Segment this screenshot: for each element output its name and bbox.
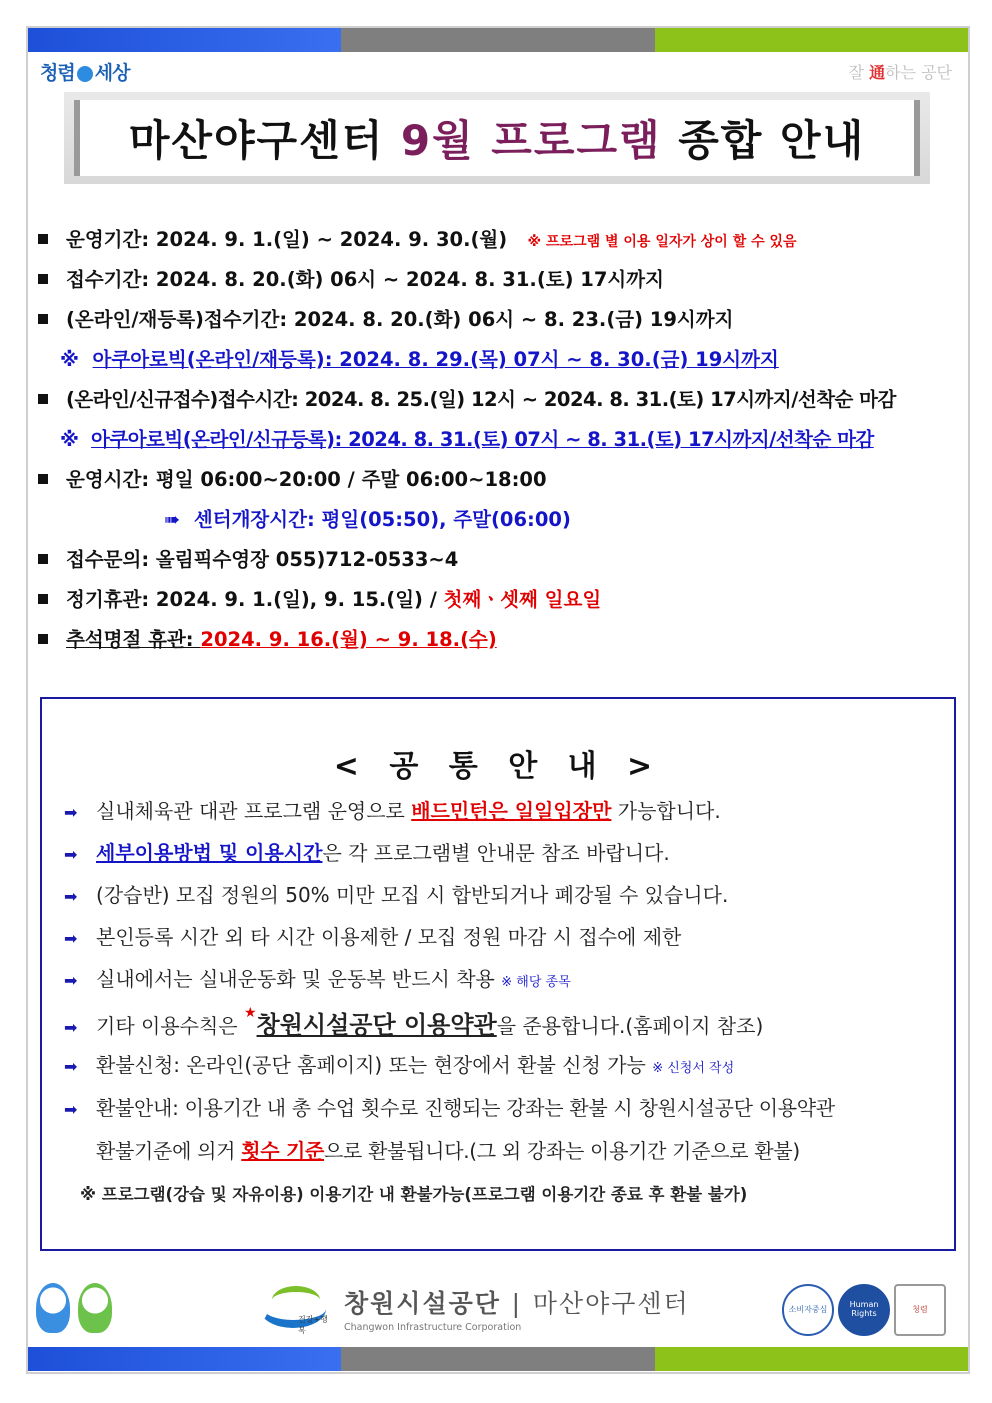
- notice-item: ➡ 본인등록 시간 외 타 시간 이용제한 / 모집 정원 마감 시 접수에 제한: [64, 925, 682, 949]
- info-regular-closing: 정기휴관: 2024. 9. 1.(일), 9. 15.(일) / 첫째ㆍ셋째 일요일: [38, 584, 601, 612]
- notice-item: ➡ (강습반) 모집 정원의 50% 미만 모집 시 합반되거나 폐강될 수 있습니다.: [64, 883, 729, 907]
- info-opening-hours: ➠ 센터개장시간: 평일(05:50), 주말(06:00): [164, 508, 571, 531]
- certification-badges: [782, 1284, 946, 1336]
- notice-refund-note: ※ 프로그램(강습 및 자유이용) 이용기간 내 환불가능(프로그램 이용기간 종료 후 환불 불가): [80, 1185, 748, 1204]
- consumer-certification-icon: 소비자중심: [782, 1284, 834, 1336]
- bottom-color-bar: [28, 1347, 968, 1371]
- bullet-square-icon: [38, 394, 48, 404]
- notice-item: ➡ 환불안내: 이용기간 내 총 수업 횟수로 진행되는 강좌는 환불 시 창원시설공단 이용약관: [64, 1096, 835, 1120]
- title-banner: [64, 92, 930, 184]
- bullet-square-icon: [38, 234, 48, 244]
- integrity-logo: 청렴 세상: [40, 62, 130, 84]
- notice-item: ➡ 실내에서는 실내운동화 및 운동복 반드시 착용 ※ 해당 종목: [64, 967, 571, 991]
- bullet-square-icon: [38, 314, 48, 324]
- mascot-blue-icon: [36, 1283, 70, 1333]
- info-operation-period: 운영기간: 2024. 9. 1.(일) ~ 2024. 9. 30.(월) ※ 프로그램 별 이용 일자가 상이 할 수 있음: [38, 224, 797, 252]
- arrow-right-icon: ➡: [64, 845, 78, 864]
- slogan-logo: 잘 通하는 공단: [848, 63, 952, 82]
- corporation-emblem-icon: 건강+행복: [258, 1284, 330, 1332]
- arrow-right-icon: ➡: [64, 1057, 78, 1076]
- arrow-right-icon: ➡: [64, 929, 78, 948]
- info-operation-hours: 운영시간: 평일 06:00~20:00 / 주말 06:00~18:00: [38, 464, 547, 492]
- bullet-square-icon: [38, 274, 48, 284]
- bullet-square-icon: [38, 634, 48, 644]
- arrow-right-icon: ➡: [64, 887, 78, 906]
- bullet-square-icon: [38, 474, 48, 484]
- arrow-right-icon: ➡: [64, 971, 78, 990]
- info-renewal-period: (온라인/재등록)접수기간: 2024. 8. 20.(화) 06시 ~ 8. 23.(금) 19시까지: [38, 304, 733, 332]
- notice-item: ➡ 세부이용방법 및 이용시간은 각 프로그램별 안내문 참조 바랍니다.: [64, 841, 670, 865]
- notice-title: < 공 통 안 내 >: [333, 749, 663, 784]
- arrow-right-icon: ➡: [64, 803, 78, 822]
- notice-item: ➡ 실내체육관 대관 프로그램 운영으로 배드민턴은 일일입장만 가능합니다.: [64, 799, 721, 823]
- globe-icon: [77, 66, 93, 82]
- integrity-certification-icon: 청렴: [894, 1284, 946, 1336]
- mascot-characters: [36, 1283, 112, 1333]
- bullet-square-icon: [38, 594, 48, 604]
- arrow-right-icon: ➡: [64, 1100, 78, 1119]
- info-registration-period: 접수기간: 2024. 8. 20.(화) 06시 ~ 2024. 8. 31.(토) 17시까지: [38, 264, 664, 292]
- bullet-square-icon: [38, 554, 48, 564]
- info-aqua-new: ※ 아쿠아로빅(온라인/신규등록): 2024. 8. 31.(토) 07시 ~ 8. 31.(토) 17시까지/선착순 마감: [60, 428, 874, 451]
- notice-item-continued: 환불기준에 의거 횟수 기준으로 환불됩니다.(그 외 강좌는 이용기간 기준으로 환불): [96, 1139, 800, 1163]
- notice-item: ➡ 기타 이용수칙은 ★창원시설공단 이용약관을 준용합니다.(홈페이지 참조): [64, 1005, 764, 1039]
- human-rights-icon: Human Rights: [838, 1284, 890, 1336]
- mascot-green-icon: [78, 1283, 112, 1333]
- info-contact: 접수문의: 올림픽수영장 055)712-0533~4: [38, 544, 458, 572]
- corporation-logo: 건강+행복 창원시설공단 | 마산야구센터 Changwon Infrastructure Corporation: [258, 1282, 690, 1334]
- common-notice-box: [40, 697, 956, 1251]
- top-color-bar: [28, 28, 968, 52]
- notice-item: ➡ 환불신청: 온라인(공단 홈페이지) 또는 현장에서 환불 신청 가능 ※ 신청서 작성: [64, 1053, 735, 1077]
- arrow-icon: ➠: [164, 508, 181, 531]
- info-holiday-closing: 추석명절 휴관: 2024. 9. 16.(월) ~ 9. 18.(수): [38, 624, 497, 652]
- page-title: 마산야구센터 9월 프로그램 종합 안내: [128, 116, 866, 165]
- info-aqua-renewal: ※ 아쿠아로빅(온라인/재등록): 2024. 8. 29.(목) 07시 ~ 8. 30.(금) 19시까지: [60, 348, 779, 371]
- star-icon: ★: [243, 1005, 257, 1021]
- arrow-right-icon: ➡: [64, 1018, 78, 1037]
- info-new-registration: (온라인/신규접수)접수시간: 2024. 8. 25.(일) 12시 ~ 2024. 8. 31.(토) 17시까지/선착순 마감: [38, 384, 896, 412]
